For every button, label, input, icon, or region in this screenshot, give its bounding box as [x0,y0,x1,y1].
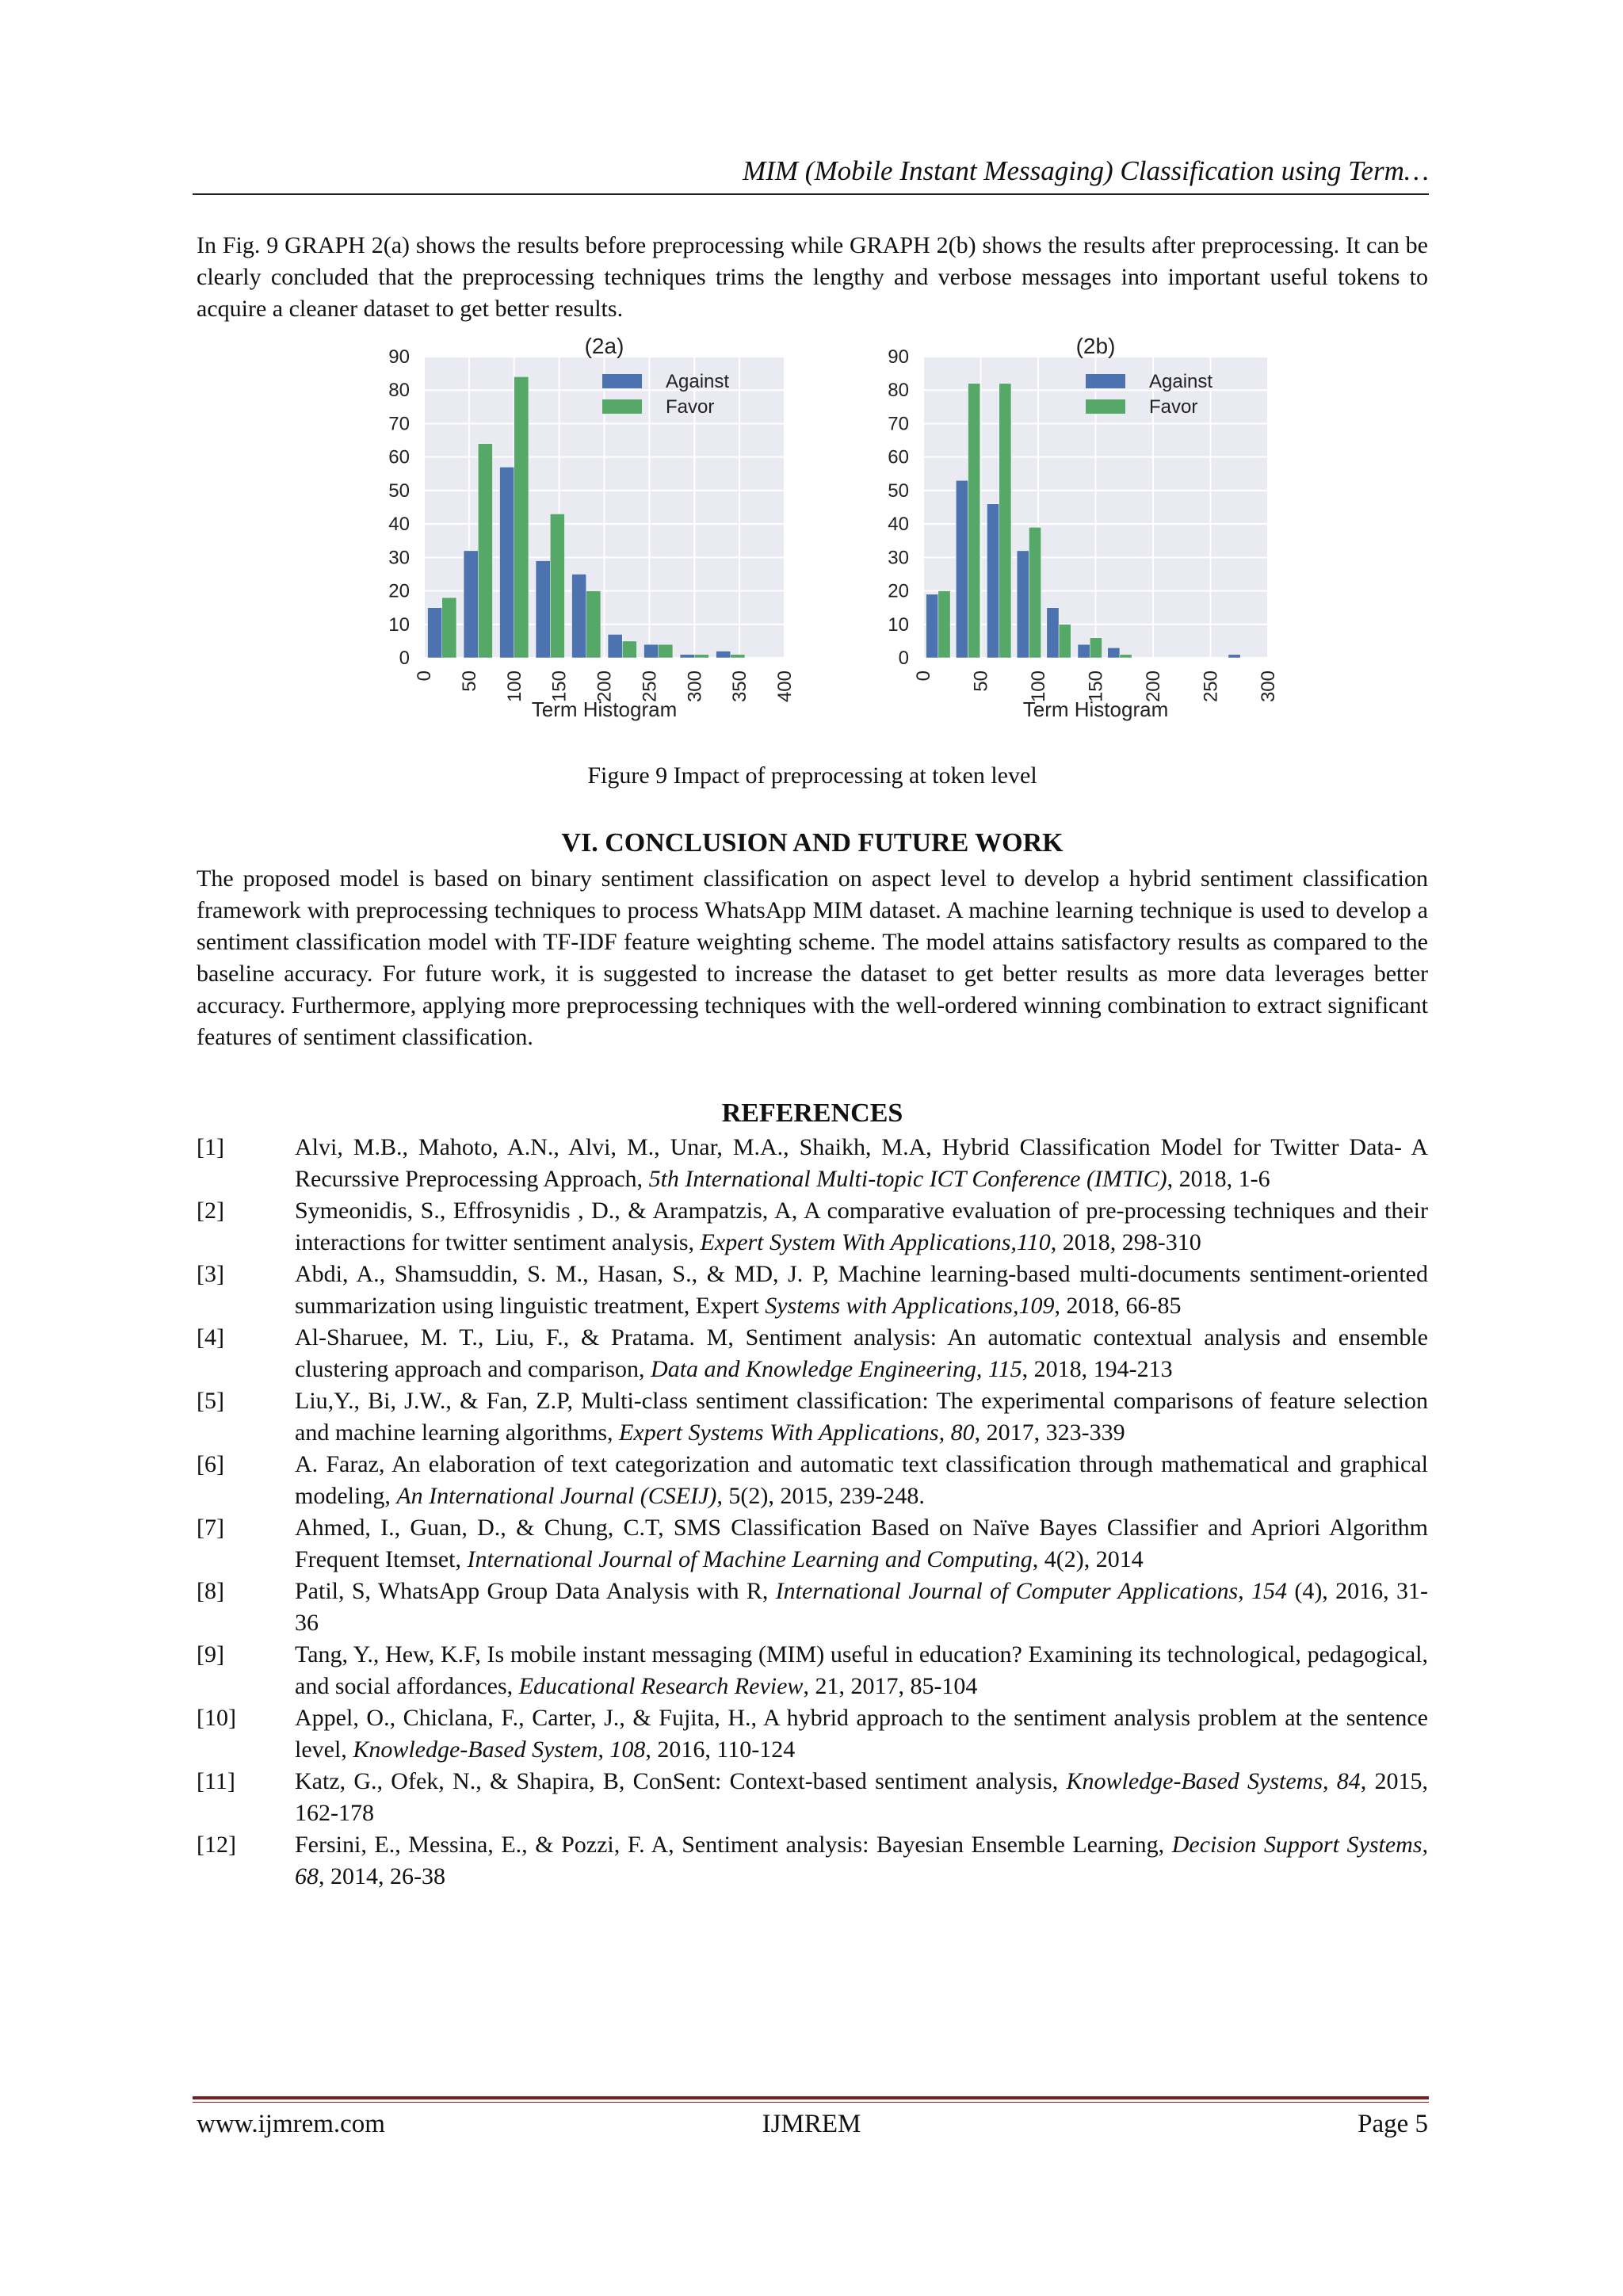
x-tick-label: 100 [503,670,525,703]
legend-swatch-favor [1086,399,1125,414]
reference-tail: , 2016, 110-124 [645,1736,796,1763]
reference-item [197,1195,1428,1259]
bar-favor [586,591,601,658]
y-tick-label: 50 [888,479,909,502]
reference-authors-title: Liu,Y., Bi, J.W., & Fan, Z.P, Multi-class sentiment classification: The experimental comparisons of feature selection and machine learning algorithms, [295,1388,1428,1446]
reference-text [295,1702,1428,1766]
x-tick-label: 0 [913,670,934,682]
bar-against [1017,551,1029,658]
reference-tail: , 2014, 26-38 [319,1863,445,1889]
bar-favor [550,514,564,658]
reference-venue: An International Journal (CSEIJ), [396,1483,723,1509]
reference-text [295,1385,1428,1449]
reference-number: [3] [197,1261,224,1287]
reference-number: [9] [197,1641,224,1668]
x-tick-label: 350 [729,670,751,703]
y-tick-label: 70 [388,413,410,435]
reference-text [295,1766,1428,1829]
bar-favor [938,591,950,658]
figure-9-charts [349,333,1284,729]
figure-caption: Figure 9 Impact of preprocessing at token level [587,762,1037,789]
bar-against [464,551,478,658]
bar-favor [1029,527,1041,658]
reference-item [197,1639,1428,1702]
reference-tail: , 4(2), 2014 [1032,1546,1144,1572]
y-tick-label: 80 [388,380,410,402]
bar-favor [694,655,708,658]
reference-tail: , 2018, 1-6 [1167,1166,1270,1192]
reference-authors-title: Ahmed, I., Guan, D., & Chung, C.T, SMS Classification Based on Naïve Bayes Classifier and Apriori Algorithm Frequent Itemset, [295,1515,1428,1572]
intro-paragraph: In Fig. 9 GRAPH 2(a) shows the results before preprocessing while GRAPH 2(b) shows the results after preprocessing. It can be clearly concluded that the preprocessing techniques trims the lengthy and verbose messages into important useful tokens to acquire a cleaner dataset to get better results. [197,232,1428,322]
x-axis-label: Term Histogram [531,697,678,721]
y-tick-label: 90 [388,346,410,368]
reference-authors-title: Tang, Y., Hew, K.F, Is mobile instant messaging (MIM) useful in education? Examining its technological, pedagogical, and social affordances, [295,1641,1428,1699]
y-tick-label: 60 [388,446,410,468]
reference-venue: 5th International Multi-topic ICT Conference (IMTIC) [648,1166,1167,1192]
x-tick-label: 50 [458,670,480,692]
reference-text [295,1512,1428,1576]
legend-swatch-against [602,374,642,388]
reference-authors-title: Alvi, M.B., Mahoto, A.N., Alvi, M., Unar, M.A., Shaikh, M.A, Hybrid Classification Model for Twitter Data- A Recurssive Preprocessing Approach, [295,1134,1428,1192]
reference-venue: Educational Research Review [518,1673,804,1699]
reference-number: [8] [197,1578,224,1604]
reference-text [295,1259,1428,1322]
bar-against [926,594,938,658]
reference-venue: Knowledge-Based System, 108 [353,1736,646,1763]
reference-item [197,1702,1428,1766]
reference-venue: Expert System With Applications,110 [700,1229,1051,1255]
y-tick-label: 20 [388,580,410,602]
bar-against [1078,644,1090,658]
reference-text [295,1576,1428,1639]
bar-favor [442,598,456,658]
header-rule [193,193,1429,195]
reference-number: [2] [197,1198,224,1224]
reference-number: [5] [197,1388,224,1414]
y-tick-label: 0 [399,648,410,669]
reference-item [197,1322,1428,1385]
bar-against [716,651,731,658]
x-tick-label: 50 [970,670,992,692]
reference-number: [4] [197,1324,224,1350]
reference-authors-title: Patil, S, WhatsApp Group Data Analysis with R, [295,1578,776,1604]
reference-venue: International Journal of Computer Applications, 154 [775,1578,1287,1604]
bar-against [428,608,442,658]
reference-authors-title: Al-Sharuee, M. T., Liu, F., & Pratama. M, Sentiment analysis: An automatic contextual analysis and ensemble clustering approach and comparison, [295,1324,1428,1382]
reference-venue: Expert Systems With Applications, 80 [619,1419,975,1446]
legend-swatch-favor [602,399,642,414]
reference-tail: (4), 2016, 31-36 [295,1578,1428,1636]
x-tick-label: 300 [1258,670,1279,703]
legend-label-favor: Favor [1149,396,1198,418]
x-tick-label: 100 [1028,670,1049,703]
bar-against [1108,648,1120,658]
bar-favor [1090,638,1102,658]
legend-label-against: Against [666,371,730,392]
bar-favor [659,644,673,658]
x-tick-label: 0 [414,670,435,682]
reference-text [295,1639,1428,1702]
x-axis-label: Term Histogram [1022,697,1169,721]
bar-favor [1120,655,1132,658]
reference-venue: International Journal of Machine Learning and Computing [467,1546,1033,1572]
reference-text [295,1132,1428,1195]
section-heading-references: REFERENCES [721,1098,903,1128]
footer-rule [193,2096,1429,2099]
x-tick-label: 400 [774,670,796,703]
reference-item [197,1512,1428,1576]
y-tick-label: 40 [888,514,909,536]
reference-tail: , 2018, 194-213 [1022,1356,1173,1382]
y-tick-label: 70 [888,413,909,435]
y-tick-label: 0 [898,648,909,669]
reference-authors-title: Symeonidis, S., Effrosynidis , D., & Arampatzis, A, A comparative evaluation of pre-processing techniques and their interactions for twitter sentiment analysis, [295,1198,1428,1255]
footer-url[interactable]: www.ijmrem.com [197,2110,385,2138]
bar-against [644,644,659,658]
y-tick-label: 10 [888,613,909,636]
bar-against [956,480,968,658]
bar-against [680,655,694,658]
x-tick-label: 250 [1200,670,1222,703]
reference-item [197,1766,1428,1829]
reference-item [197,1449,1428,1512]
reference-tail: , 2018, 298-310 [1050,1229,1201,1255]
y-tick-label: 90 [888,346,909,368]
reference-tail: , 2017, 323-339 [974,1419,1125,1446]
bar-against [987,504,999,658]
bar-favor [731,655,745,658]
bar-favor [999,384,1011,658]
reference-number: [11] [197,1768,235,1794]
bar-against [572,574,586,658]
x-tick-label: 200 [1143,670,1164,703]
figure-9 [349,333,1284,729]
y-tick-label: 60 [888,446,909,468]
y-tick-label: 30 [888,547,909,569]
reference-item [197,1829,1428,1893]
reference-authors-title: Abdi, A., Shamsuddin, S. M., Hasan, S., & MD, J. P, Machine learning-based multi-documents sentiment-oriented summarization using linguistic treatment, Expert [295,1261,1428,1319]
footer-journal: IJMREM [762,2110,861,2138]
reference-tail: , 2015, 162-178 [295,1768,1429,1826]
reference-authors-title: Appel, O., Chiclana, F., Carter, J., & Fujita, H., A hybrid approach to the sentiment analysis problem at the sentence level, [295,1705,1428,1763]
reference-tail: , 2018, 66-85 [1054,1293,1182,1319]
reference-number: [1] [197,1134,224,1160]
bar-against [500,467,514,658]
footer-page-number: Page 5 [1358,2110,1428,2138]
reference-authors-title: Fersini, E., Messina, E., & Pozzi, F. A, Sentiment analysis: Bayesian Ensemble Learning, [295,1832,1172,1858]
reference-text [295,1829,1428,1893]
reference-list [197,1132,1428,1893]
reference-number: [7] [197,1515,224,1541]
y-tick-label: 20 [888,580,909,602]
reference-authors-title: Katz, G., Ofek, N., & Shapira, B, ConSent: Context-based sentiment analysis, [295,1768,1067,1794]
reference-venue: Decision Support Systems, 68 [295,1832,1428,1889]
y-tick-label: 30 [388,547,410,569]
reference-number: [10] [197,1705,236,1731]
section-heading-conclusion: VI. CONCLUSION AND FUTURE WORK [561,828,1064,858]
reference-item [197,1132,1428,1195]
chart-title: (2a) [584,334,624,358]
bar-favor [968,384,980,658]
reference-venue: Systems with Applications,109 [765,1293,1055,1319]
reference-text [295,1449,1428,1512]
running-head: MIM (Mobile Instant Messaging) Classification using Term… [743,155,1429,186]
reference-venue: Data and Knowledge Engineering, 115 [651,1356,1022,1382]
reference-number: [12] [197,1832,236,1858]
bar-favor [478,444,492,658]
y-tick-label: 10 [388,613,410,636]
reference-item [197,1385,1428,1449]
legend-label-against: Against [1149,371,1213,392]
reference-tail: 5(2), 2015, 239-248. [722,1483,925,1509]
legend-swatch-against [1086,374,1125,388]
reference-tail: , 21, 2017, 85-104 [803,1673,978,1699]
x-tick-label: 200 [594,670,616,703]
reference-item [197,1259,1428,1322]
reference-authors-title: A. Faraz, An elaboration of text categorization and automatic text classification through mathematical and graphical modeling, [295,1451,1428,1509]
chart-title: (2b) [1075,334,1116,358]
reference-item [197,1576,1428,1639]
x-tick-label: 150 [1085,670,1107,703]
y-tick-label: 50 [388,479,410,502]
reference-number: [6] [197,1451,224,1477]
conclusion-paragraph: The proposed model is based on binary sentiment classification on aspect level to develop a hybrid sentiment classification framework with preprocessing techniques to process WhatsApp MIM dataset. A machine learning technique is used to develop a sentiment classification model with TF-IDF feature weighting scheme. The model attains satisfactory results as compared to the baseline accuracy. For future work, it is suggested to increase the dataset to get better results as more data leverages better accuracy. Furthermore, applying more preprocessing techniques with the well-ordered winning combination to extract significant features of sentiment classification. [197,865,1428,1050]
legend-label-favor: Favor [666,396,715,418]
reference-text [295,1322,1428,1385]
bar-against [1228,655,1240,658]
footer-rule-thin [193,2102,1429,2103]
reference-text [295,1195,1428,1259]
x-tick-label: 300 [684,670,706,703]
bar-favor [1059,625,1071,658]
bar-against [536,561,550,658]
y-tick-label: 80 [888,380,909,402]
bar-favor [514,376,529,658]
y-tick-label: 40 [388,514,410,536]
bar-against [608,634,622,658]
x-tick-label: 250 [639,670,661,703]
bar-favor [622,641,636,658]
reference-venue: Knowledge-Based Systems, 84 [1066,1768,1361,1794]
x-tick-label: 150 [548,670,571,703]
bar-against [1047,608,1059,658]
